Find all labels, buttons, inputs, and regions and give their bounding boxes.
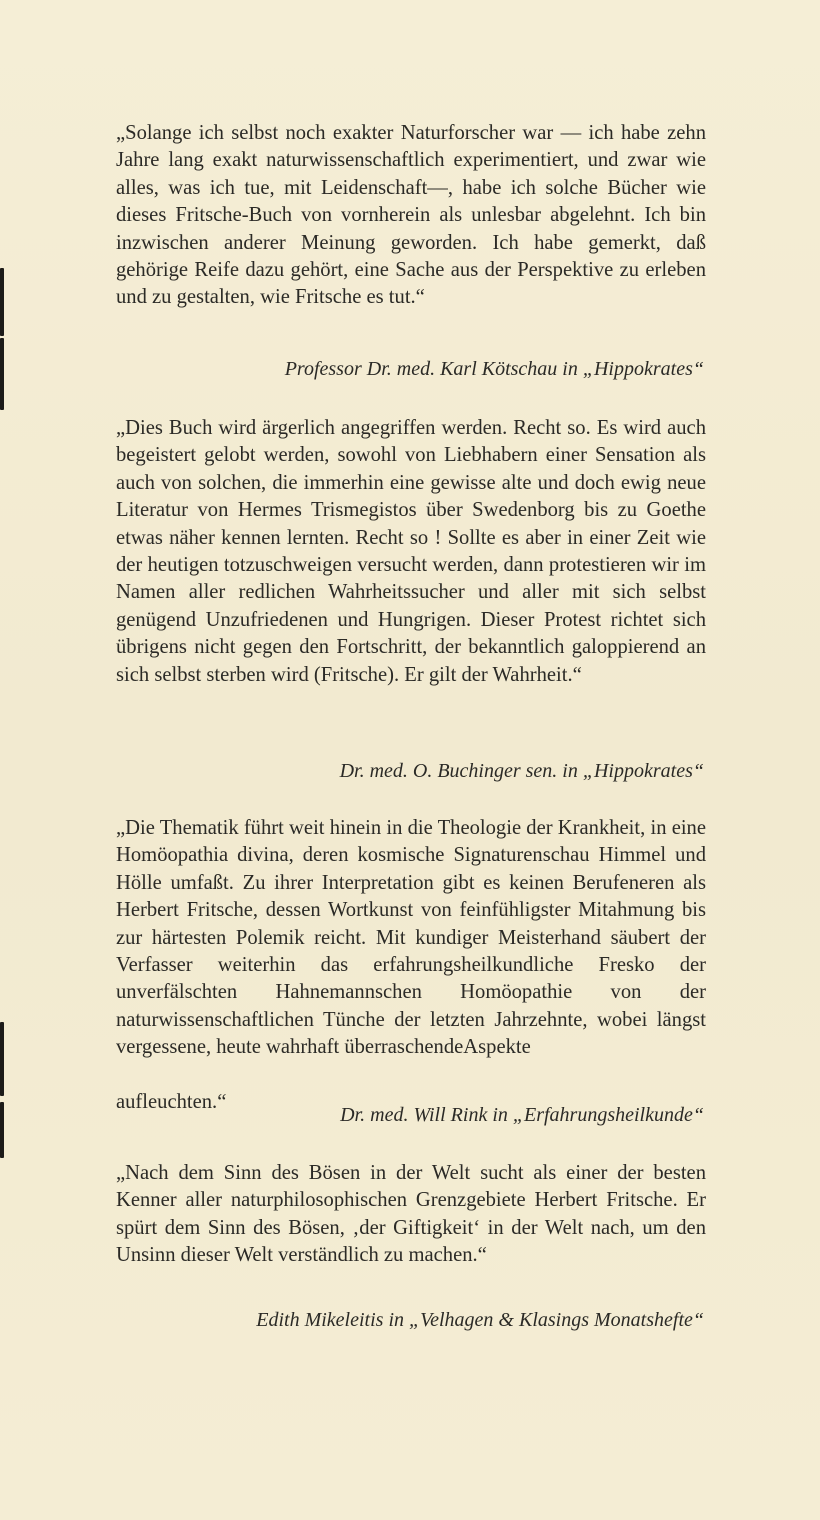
binding-edge-mark bbox=[0, 1022, 4, 1096]
quote-mikeleitis: „Nach dem Sinn des Bösen in der Welt sucht als einer der besten Kenner aller naturphilosophischen Grenzgebiete Herbert Fritsche. Er spürt dem Sinn des Bösen, ‚der Giftigkeit‘ in der Welt nach, um den Unsinn dieser Welt verständlich zu machen.“ bbox=[116, 1162, 706, 1267]
quote-kotschau: „Solange ich selbst noch exakter Naturforscher war — ich habe zehn Jahre lang exakt naturwissenschaftlich experimentiert, und zwar wie alles, was ich tue, mit Leidenschaft—, habe ich solche Bücher wie dieses Fritsche-Buch von vornherein als unlesbar abgelehnt. Ich bin inzwischen anderer Meinung geworden. Ich habe gemerkt, daß gehörige Reife dazu gehört, eine Sache aus der Perspektive zu erleben und zu gestalten, wie Fritsche es tut.“ bbox=[116, 122, 706, 309]
quote-buchinger: „Dies Buch wird ärgerlich angegriffen werden. Recht so. Es wird auch begeistert gelobt werden, sowohl von Liebhabern einer Sensation als auch von solchen, die immerhin eine gewisse alte und doch ewig neue Literatur von Hermes Trismegistos über Swedenborg bis zu Goethe etwas näher kennen lernten. Recht so ! Sollte es aber in einer Zeit wie der heutigen totzuschweigen versucht werden, dann protestieren wir im Namen aller redlichen Wahrheitssucher und aller mit sich selbst genügend Unzufriedenen und Hungrigen. Dieser Protest richtet sich übrigens nicht gegen den Fortschritt, der bekanntlich galoppierend an sich selbst sterben wird (Fritsche). Er gilt der Wahrheit.“ bbox=[116, 417, 706, 686]
attribution-mikeleitis: Edith Mikeleitis in „Velhagen & Klasings Monatshefte“ bbox=[256, 1309, 704, 1331]
attribution-kotschau: Professor Dr. med. Karl Kötschau in „Hippokrates“ bbox=[284, 358, 704, 380]
attribution-buchinger: Dr. med. O. Buchinger sen. in „Hippokrates“ bbox=[339, 760, 704, 782]
attribution-rink: Dr. med. Will Rink in „Erfahrungsheilkunde“ bbox=[340, 1104, 704, 1126]
quote-rink-last-line: aufleuchten.“ bbox=[116, 1091, 227, 1113]
binding-edge-mark bbox=[0, 1102, 4, 1158]
binding-edge-mark bbox=[0, 268, 4, 336]
binding-edge-mark bbox=[0, 338, 4, 410]
quote-rink: „Die Thematik führt weit hinein in die Theologie der Krankheit, in eine Homöopathia divina, deren kosmische Signaturenschau Himmel und Hölle umfaßt. Zu ihrer Interpretation gibt es keinen Berufeneren als Herbert Fritsche, dessen Wortkunst von feinfühligster Mitahmung bis zur härtesten Polemik reicht. Mit kundiger Meisterhand säubert der Verfasser weiterhin das erfahrungsheilkundliche Fresko der unverfälschten Hahnemannschen Homöopathie von der naturwissenschaftlichen Tünche der letzten Jahrzehnte, wobei längst vergessene, heute wahrhaft überraschendeAspekte bbox=[116, 817, 706, 1059]
